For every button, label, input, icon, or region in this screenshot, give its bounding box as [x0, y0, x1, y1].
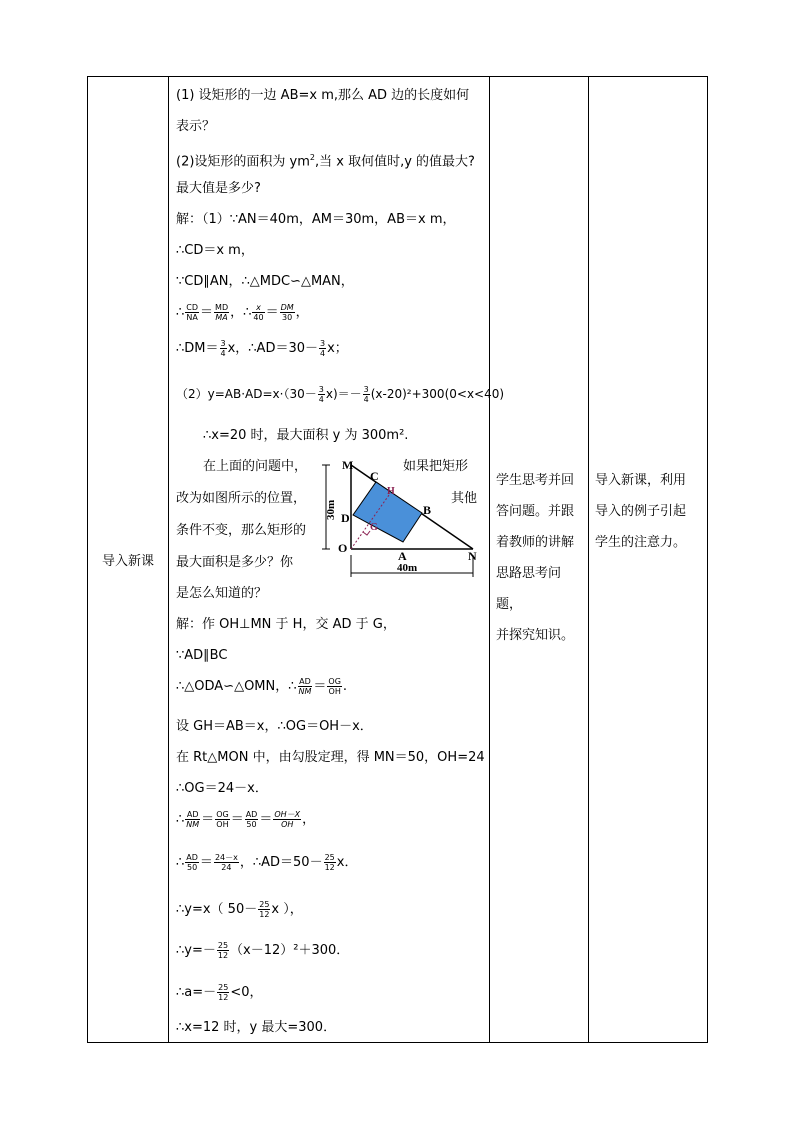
solution-1-line-3: ∵CD∥AN，∴△MDC∽△MAN， — [176, 274, 354, 289]
label-c: C — [370, 469, 379, 483]
intent-line: 学生的注意力。 — [595, 535, 687, 550]
label-m: M — [342, 458, 354, 472]
solution-3-line-2: ∵AD∥BC — [176, 648, 228, 663]
dim-label-horizontal: 40m — [397, 562, 418, 574]
solution-3-y: ∴y=x（ 50－ $\frac{25}{12}$ x ）， — [176, 900, 303, 919]
question-1-line-1: (1) 设矩形的一边 AB=x m,那么 AD 边的长度如何 — [176, 88, 470, 103]
problem-2-line-2a: 改为如图所示的位置， — [176, 491, 307, 506]
solution-3-a: ∴a=－ $\frac{25}{12}$ <0， — [176, 983, 263, 1002]
stage-cell — [88, 77, 169, 1043]
intent-line: 导入的例子引起 — [595, 504, 687, 519]
stage-label: 导入新课 — [101, 554, 154, 569]
student-line: 学生思考并回 — [496, 473, 575, 488]
solution-1-line-1: 解：（1）∵AN＝40m，AM＝30m，AB＝x m， — [176, 212, 456, 227]
student-activity-text — [490, 77, 588, 651]
label-a: A — [398, 549, 407, 563]
solution-3-line-4: 设 GH＝AB＝x，∴OG＝OH－x． — [176, 719, 373, 734]
solution-3-proportion: ∴ $\frac{AD}{NM}$ ＝ $\frac{OG}{OH}$ ＝ $\frac{AD}{50}$ ＝ $\frac{OH-X}{OH}$ ， — [176, 810, 316, 829]
problem-2-line-1a: 在上面的问题中， — [203, 459, 308, 474]
intent-line: 导入新课，利用 — [595, 473, 687, 488]
solution-3-ad: ∴ $\frac{AD}{50}$ ＝ $\frac{24-x}{24}$ ，∴AD＝50－ $\frac{25}{12}$ x． — [176, 853, 358, 872]
student-line: 并探究知识。 — [496, 628, 575, 643]
solution-3-line-6: ∴OG＝24－x． — [176, 781, 268, 796]
solution-3-line-1: 解：作 OH⊥MN 于 H，交 AD 于 G， — [176, 617, 396, 632]
problem-2-line-5: 是怎么知道的？ — [176, 586, 268, 601]
student-line: 思路思考问题， — [496, 566, 562, 612]
problem-2-line-2b: 其他 — [451, 491, 478, 506]
label-b: B — [423, 503, 432, 517]
problem-2-line-1b: 如果把矩形 — [403, 459, 469, 474]
label-n: N — [468, 549, 477, 563]
solution-3-line-5: 在 Rt△MON 中，由勾股定理，得 MN＝50，OH=24 — [176, 750, 485, 765]
dim-label-vertical: 30m — [325, 499, 337, 520]
design-intent-text — [589, 77, 707, 558]
solution-1-line-2: ∴CD＝x m， — [176, 243, 254, 258]
solution-2-line-2: ∴x=20 时，最大面积 y 为 300m². — [203, 428, 409, 443]
solution-3-vertex: ∴y=－ $\frac{25}{12}$ （x－12）²＋300． — [176, 941, 350, 960]
solution-2-line-1: （2）y=AB·AD=x·（30－ $\frac{3}{4}$ x)＝－ $\frac{3}{4}$ (x-20)²+300(0<x<40) — [176, 385, 505, 404]
solution-3-similar: ∴△ODA∽△OMN，∴ $\frac{AD}{NM}$ ＝ $\frac{OG}{OH}$ . — [176, 677, 348, 696]
problem-2-line-4: 最大面积是多少？你 — [176, 555, 294, 570]
solution-3-final: ∴x=12 时，y 最大=300． — [176, 1020, 337, 1035]
label-o: O — [338, 541, 348, 555]
student-line: 着教师的讲解 — [496, 535, 575, 550]
student-activity-cell — [490, 77, 589, 1043]
design-intent-cell — [589, 77, 708, 1043]
question-1-line-2: 表示？ — [176, 119, 216, 134]
label-g: G — [370, 522, 378, 533]
geometry-figure — [317, 450, 487, 580]
label-d: D — [341, 511, 350, 525]
solution-1-proportion: ∴ $\frac{CD}{NA}$ ＝ $\frac{MD}{MA}$ ，∴ $\frac{x}{40}$ ＝ $\frac{DM}{30}$ ， — [176, 303, 309, 322]
right-angle-mark — [363, 531, 370, 535]
question-2-line-2: 最大值是多少? — [176, 181, 261, 196]
problem-2-line-3: 条件不变，那么矩形的 — [176, 523, 307, 538]
solution-1-result: ∴DM＝ $\frac{3}{4}$ x，∴AD＝30－ $\frac{3}{4}$ x； — [176, 339, 348, 358]
question-2-line-1: (2)设矩形的面积为 $ym^2$,当 x 取何值时,y 的值最大? — [176, 153, 475, 170]
label-h: H — [387, 486, 395, 497]
student-line: 答问题。并跟 — [496, 504, 575, 519]
